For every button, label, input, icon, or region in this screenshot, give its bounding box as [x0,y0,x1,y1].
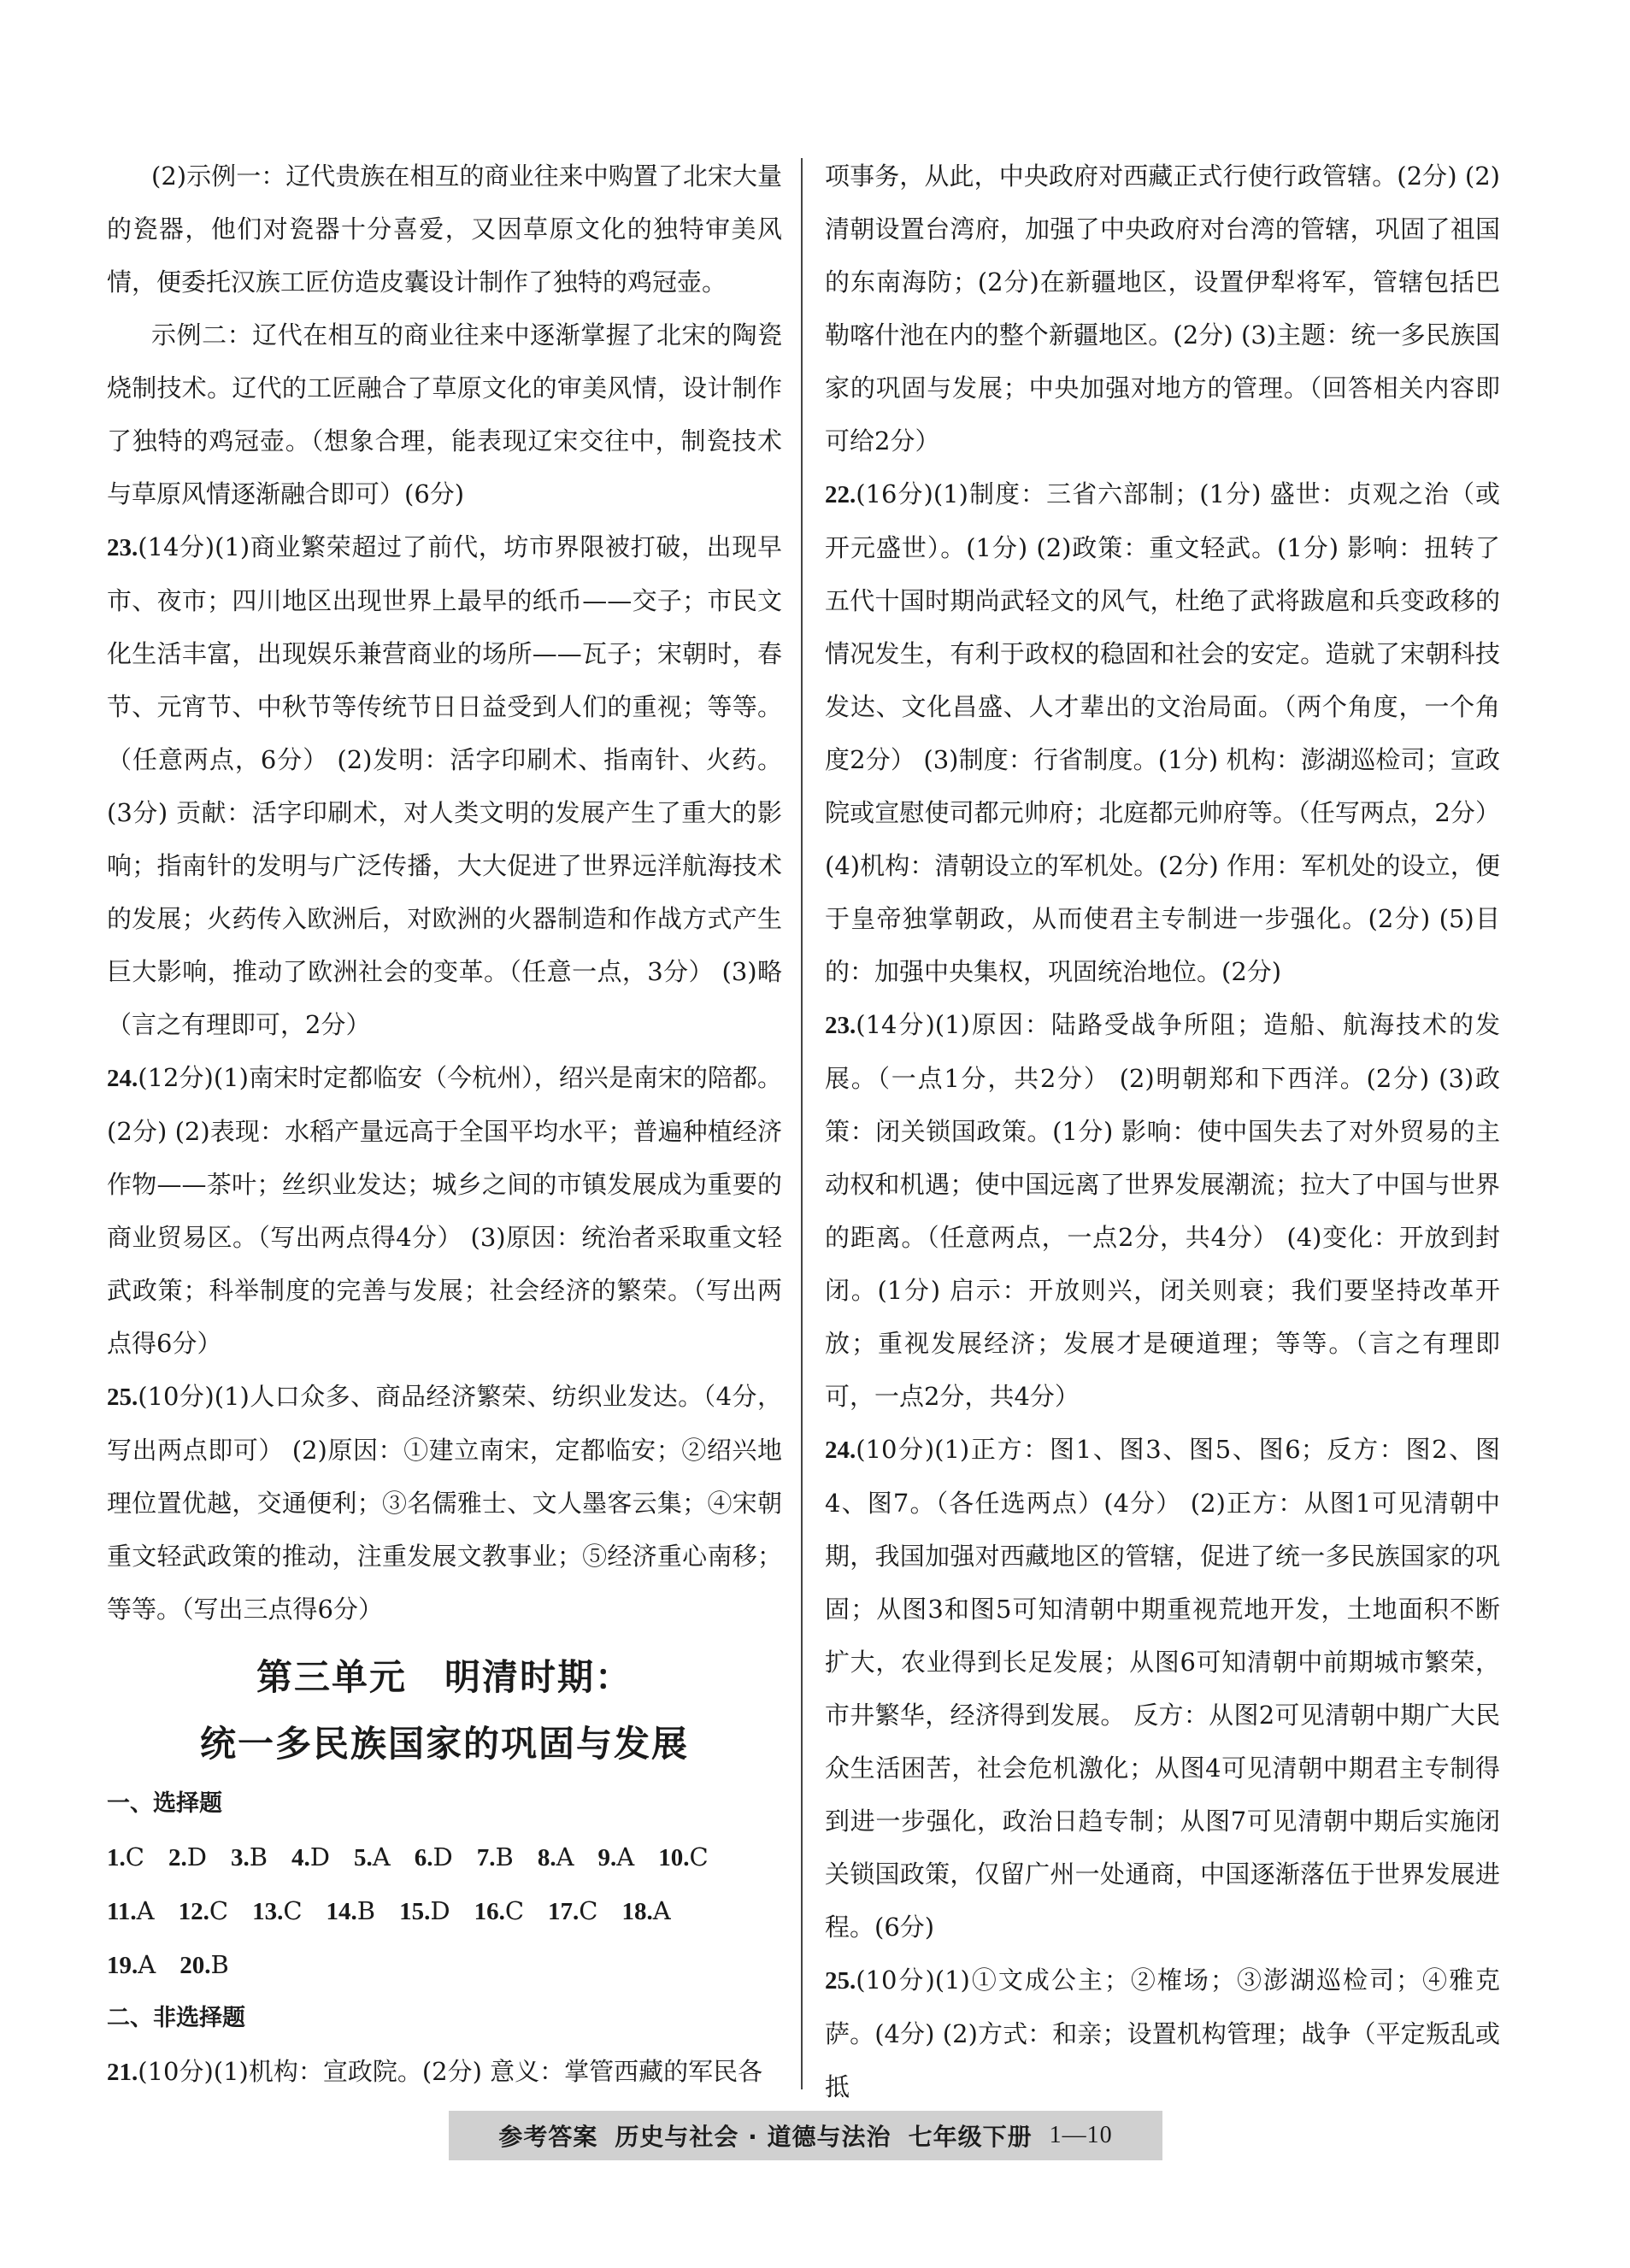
mc-answer-letter: B [495,1842,514,1871]
mc-question-number: 9. [597,1844,617,1871]
answer-text: (10分)(1)人口众多、商品经济繁荣、纺织业发达。（4分，写出两点即可） (2)原因：①建立南宋，定都临安；②绍兴地理位置优越，交通便利；③名儒雅士、文人墨客云集；④宋朝重文轻武政策的推动，注重发展文教事业；⑤经济重心南移；等等。（写出三点得6分） [107,1382,782,1624]
mc-answer [354,1830,391,1884]
mc-answer-letter: D [430,1896,450,1925]
mc-answer [415,1830,453,1884]
answer-text: (16分)(1)制度：三省六部制；(1分) 盛世：贞观之治（或开元盛世）。(1分) (2)政策：重文轻武。(1分) 影响：扭转了五代十国时期尚武轻文的风气，杜绝了武将跋扈和兵变政移的情况发生，有利于政权的稳固和社会的安定。造就了宋朝科技发达、文化昌盛、人才辈出的文治局面。（两个角度，一个角度2分） (3)制度：行省制度。(1分) 机构：澎湖巡检司；宣政院或宣慰使司都元帅府；北庭都元帅府等。（任写两点，2分） (4)机构：清朝设立的军机处。(2分) 作用：军机处的设立，便于皇帝独掌朝政，从而使君主专制进一步强化。(2分) (5)目的：加强中央集权，巩固统治地位。(2分) [825,479,1500,986]
mc-row-2 [107,1884,782,1938]
mc-answer-letter: B [356,1896,376,1925]
mc-row-3 [107,1938,782,1992]
mc-answer-letter: A [616,1842,635,1871]
mc-question-number: 17. [548,1898,580,1925]
mc-question-number: 14. [326,1898,357,1925]
mc-answer [548,1884,597,1938]
footer-label-subject: 历史与社会 · 道德与法治 [615,2123,891,2151]
question-number: 25. [825,1967,856,1995]
page-number: 1—10 [1049,2122,1113,2148]
mc-answer [622,1884,671,1938]
mc-question-number: 20. [179,1952,211,1979]
unit-title-line1: 第三单元 明清时期： [256,1656,633,1698]
mc-answer-letter: C [125,1842,144,1871]
mc-question-number: 6. [414,1844,433,1871]
mc-answer [538,1830,574,1884]
question-number: 23. [825,1012,856,1039]
mc-answer [291,1830,330,1884]
mc-answer-letter: C [579,1896,598,1925]
mc-question-number: 2. [168,1844,187,1871]
mc-question-number: 16. [474,1898,505,1925]
mc-answer-letter: A [556,1842,574,1871]
mc-answer-letter: A [372,1842,391,1871]
mc-question-number: 19. [107,1952,138,1979]
answer-24 [107,1051,782,1370]
mc-answer [598,1830,635,1884]
mc-question-number: 18. [621,1898,653,1925]
footer-label-answers: 参考答案 [498,2123,598,2151]
mc-answer-letter: D [309,1842,331,1871]
right-column [825,150,1500,2113]
column-divider [801,158,803,2089]
mc-answer [252,1884,302,1938]
answer-21 [107,2045,782,2099]
mc-answer-letter: C [209,1896,229,1925]
mc-answer [474,1884,524,1938]
question-number: 24. [825,1437,856,1464]
mc-question-number: 8. [537,1844,556,1871]
continued-answer-21: 项事务，从此，中央政府对西藏正式行使行政管辖。(2分) (2)清朝设置台湾府，加强了中央政府对台湾的管辖，巩固了祖国的东南海防；(2分)在新疆地区，设置伊犁将军，管辖包括巴勒喀什池在内的整个新疆地区。(2分) (3)主题：统一多民族国家的巩固与发展；中央加强对地方的管理。（回答相关内容即可给2分） [825,162,1500,455]
mc-answer [327,1884,376,1938]
mc-answer [179,1938,229,1992]
answer-text: (10分)(1)①文成公主；②榷场；③澎湖巡检司；④雅克萨。(4分) (2)方式：和亲；设置机构管理；战争（平定叛乱或抵 [825,1965,1500,2101]
mc-answer [179,1884,228,1938]
mc-answer-letter: A [652,1896,671,1925]
mc-answer [477,1830,514,1884]
mc-question-number: 1. [107,1844,126,1871]
question-number: 23. [107,534,138,561]
mc-answer-letter: D [433,1842,453,1871]
answer-text: (10分)(1)正方：图1、图3、图5、图6；反方：图2、图4、图7。（各任选两点）(4分） (2)正方：从图1可见清朝中期，我国加强对西藏地区的管辖，促进了统一多民族国家的巩固；从图3和图5可知清朝中期重视荒地开发，土地面积不断扩大，农业得到长足发展；从图6可知清朝中前期城市繁荣，市井繁华，经济得到发展。 反方：从图2可见清朝中期广大民众生活困苦，社会危机激化；从图4可见清朝中期君主专制得到进一步强化，政治日趋专制；从图7可见清朝中期后实施闭关锁国政策，仅留广州一处通商，中国逐渐落伍于世界发展进程。(6分) [825,1435,1500,1942]
section-heading-non-multiple-choice: 二、非选择题 [107,2005,245,2031]
unit-title-line2: 统一多民族国家的巩固与发展 [199,1723,689,1765]
answer-24-unit3 [825,1423,1500,1954]
mc-answer-letter: B [210,1950,229,1979]
section-heading-multiple-choice: 一、选择题 [107,1790,222,1817]
mc-question-number: 13. [252,1898,284,1925]
unit-title [107,1644,782,1777]
page-footer [449,2111,1162,2160]
mc-question-number: 11. [107,1898,137,1925]
question-number: 25. [107,1384,138,1411]
mc-answer-letter: A [136,1896,155,1925]
mc-question-number: 15. [399,1898,431,1925]
mc-answer-letter: A [138,1950,156,1979]
question-number: 21. [107,2059,138,2086]
question-number: 22. [825,481,856,508]
answer-text: (12分)(1)南宋时定都临安（今杭州），绍兴是南宋的陪都。(2分) (2)表现：水稻产量远高于全国平均水平；普遍种植经济作物——茶叶；丝织业发达；城乡之间的市镇发展成为重要的商业贸易区。（写出两点得4分） (3)原因：统治者采取重文轻武政策；科举制度的完善与发展；社会经济的繁荣。（写出两点得6分） [107,1063,782,1358]
answer-text: (14分)(1)原因：陆路受战争所阻；造船、航海技术的发展。（一点1分，共2分） (2)明朝郑和下西洋。(2分) (3)政策：闭关锁国政策。(1分) 影响：使中国失去了对外贸易的主动权和机遇；使中国远离了世界发展潮流；拉大了中国与世界的距离。（任意两点，一点2分，共4分） (4)变化：开放到封闭。(1分) 启示：开放则兴，闭关则衰；我们要坚持改革开放；重视发展经济；发展才是硬道理；等等。（言之有理即可，一点2分，共4分） [825,1010,1500,1411]
mc-question-number: 5. [354,1844,373,1871]
continued-answer-example-two: 示例二：辽代在相互的商业往来中逐渐掌握了北宋的陶瓷烧制技术。辽代的工匠融合了草原文化的审美风情，设计制作了独特的鸡冠壶。（想象合理，能表现辽宋交往中，制瓷技术与草原风情逐渐融合即可）(6分) [107,320,782,508]
answer-text: (10分)(1)机构：宣政院。(2分) 意义：掌管西藏的军民各 [138,2057,763,2086]
mc-answer [168,1830,207,1884]
mc-answer [231,1830,268,1884]
answer-25 [107,1370,782,1636]
continued-answer-text: (2)示例一：辽代贵族在相互的商业往来中购置了北宋大量的瓷器，他们对瓷器十分喜爱，又因草原文化的独特审美风情，便委托汉族工匠仿造皮囊设计制作了独特的鸡冠壶。 [107,162,782,297]
mc-answer [658,1830,708,1884]
answer-23-unit3 [825,998,1500,1423]
question-number: 24. [107,1065,138,1092]
mc-row-1 [107,1830,782,1884]
mc-question-number: 10. [658,1844,690,1871]
mc-question-number: 3. [230,1844,250,1871]
mc-question-number: 7. [476,1844,496,1871]
mc-answer-letter: C [689,1842,709,1871]
mc-answer [107,1938,156,1992]
answer-text: (14分)(1)商业繁荣超过了前代，坊市界限被打破，出现早市、夜市；四川地区出现世界上最早的纸币——交子；市民文化生活丰富，出现娱乐兼营商业的场所——瓦子；宋朝时，春节、元宵节、中秋节等传统节日日益受到人们的重视；等等。（任意两点，6分） (2)发明：活字印刷术、指南针、火药。(3分) 贡献：活字印刷术，对人类文明的发展产生了重大的影响；指南针的发明与广泛传播，大大促进了世界远洋航海技术的发展；火药传入欧洲后，对欧洲的火器制造和作战方式产生巨大影响，推动了欧洲社会的变革。（任意一点，3分） (3)略（言之有理即可，2分） [107,532,782,1039]
mc-answer-letter: D [186,1842,207,1871]
mc-answer [399,1884,450,1938]
mc-answer-letter: C [283,1896,303,1925]
footer-label-grade: 七年级下册 [908,2123,1033,2151]
mc-question-number: 12. [178,1898,209,1925]
mc-answer-letter: C [504,1896,525,1925]
left-column [107,150,782,2099]
mc-answer-letter: B [249,1842,268,1871]
answer-23 [107,520,782,1051]
mc-answer [107,1830,144,1884]
answer-22 [825,467,1500,998]
mc-answer [107,1884,155,1938]
mc-question-number: 4. [291,1844,310,1871]
answer-25-unit3 [825,1954,1500,2113]
